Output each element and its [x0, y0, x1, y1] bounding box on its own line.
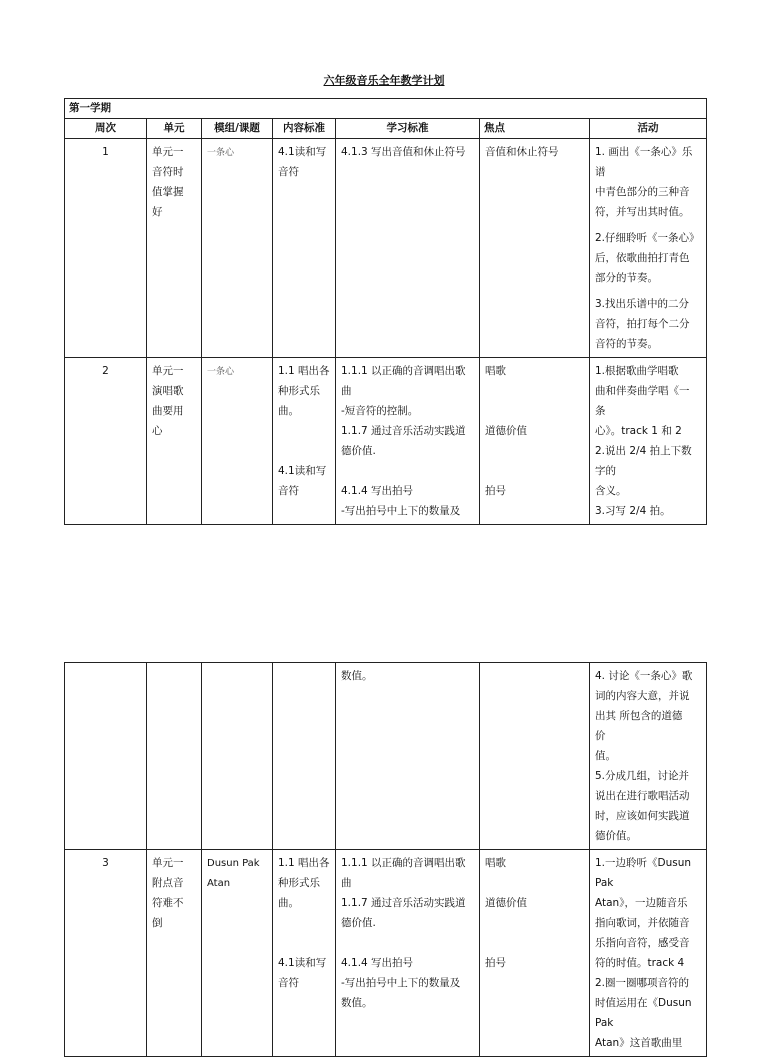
activity-line: Pak: [595, 877, 614, 889]
activity-line: 时，应该如何实践道: [595, 810, 690, 822]
header-activities: 活动: [590, 119, 707, 139]
focus-line: 拍号: [485, 957, 506, 969]
table-row: [65, 850, 707, 1057]
activity-line: 乐指向音符，感受音: [595, 937, 690, 949]
activity-line: 2.仔细聆听《一条心》: [595, 232, 700, 244]
content-line: 曲。: [278, 405, 299, 417]
header-unit: 单元: [147, 119, 202, 139]
header-learning-standard: 学习标准: [336, 119, 480, 139]
activity-line: Atan》，一边随音乐: [595, 897, 688, 909]
teaching-plan-table-1: [64, 98, 707, 525]
activity-line: 字的: [595, 465, 616, 477]
content-line: 音符: [278, 977, 299, 989]
unit-cell: [147, 139, 202, 358]
unit-line: 值掌握: [152, 186, 184, 198]
focus-cell: [480, 139, 590, 358]
content-line: 种形式乐: [278, 385, 320, 397]
activity-line: 4. 讨论《一条心》歌: [595, 670, 693, 682]
unit-line: 好: [152, 206, 163, 218]
learning-line: 1.1.7 通过音乐活动实践道: [341, 425, 466, 437]
content-line: 种形式乐: [278, 877, 320, 889]
activities-cell: [590, 139, 707, 358]
content-standard-cell: [273, 663, 336, 850]
activity-line: 中青色部分的三种音: [595, 186, 690, 198]
learning-line: 德价值.: [341, 445, 376, 457]
activity-line: 德价值。: [595, 830, 637, 842]
learning-line: 4.1.3 写出音值和休止符号: [341, 146, 466, 158]
activity-line: 2.圈一圈哪项音符的: [595, 977, 690, 989]
focus-cell: [480, 850, 590, 1057]
unit-line: 单元一: [152, 146, 184, 158]
focus-line: 唱歌: [485, 365, 506, 377]
unit-cell: [147, 358, 202, 525]
semester-row: [65, 99, 707, 119]
module-cell: [202, 663, 273, 850]
activity-line: 心》。track 1 和 2: [595, 425, 682, 437]
activity-line: 音符的节奏。: [595, 338, 658, 350]
learning-standard-cell: [336, 139, 480, 358]
activity-line: 2.说出 2/4 拍上下数: [595, 445, 692, 457]
activity-line: 部分的节奏。: [595, 272, 658, 284]
learning-line: -写出拍号中上下的数量及: [341, 977, 461, 989]
unit-line: 单元一: [152, 365, 184, 377]
header-content-standard: 内容标准: [273, 119, 336, 139]
focus-cell: [480, 663, 590, 850]
activity-line: Atan》这首歌曲里: [595, 1037, 683, 1049]
unit-line: 符难不: [152, 897, 184, 909]
activity-line: 词的内容大意，并说: [595, 690, 690, 702]
activity-line: 音符，拍打每个二分: [595, 318, 690, 330]
module-cell: [202, 139, 273, 358]
unit-line: 曲要用: [152, 405, 184, 417]
unit-line: 倒: [152, 917, 163, 929]
activity-line: 5.分成几组，讨论并: [595, 770, 690, 782]
learning-line: 数值。: [341, 670, 373, 682]
table-row: [65, 139, 707, 358]
activity-line: 条: [595, 405, 606, 417]
focus-line: 道德价值: [485, 897, 527, 909]
learning-line: -写出拍号中上下的数量及: [341, 505, 461, 517]
unit-line: 附点音: [152, 877, 184, 889]
header-row: [65, 119, 707, 139]
content-line: 音符: [278, 485, 299, 497]
content-line: 4.1读和写: [278, 465, 327, 477]
activity-line: 3.习写 2/4 拍。: [595, 505, 671, 517]
module-cell: [202, 358, 273, 525]
activity-line: 1.根据歌曲学唱歌: [595, 365, 679, 377]
content-standard-cell: [273, 358, 336, 525]
learning-line: 4.1.4 写出拍号: [341, 957, 414, 969]
content-line: 1.1 唱出各: [278, 365, 330, 377]
activities-cell: [590, 850, 707, 1057]
focus-line: 音值和休止符号: [485, 146, 559, 158]
activity-line: 曲和伴奏曲学唱《一: [595, 385, 690, 397]
content-line: 4.1读和写: [278, 146, 327, 158]
module-cell: [202, 850, 273, 1057]
table-row: [65, 358, 707, 525]
focus-line: 唱歌: [485, 857, 506, 869]
module-title: 一条心: [207, 367, 235, 377]
learning-line: 1.1.1 以正确的音调唱出歌: [341, 365, 466, 377]
activity-line: Pak: [595, 1017, 614, 1029]
learning-standard-cell: [336, 358, 480, 525]
activity-line: 说出在进行歌唱活动: [595, 790, 690, 802]
activity-line: 1.一边聆听《Dusun: [595, 857, 692, 869]
header-week: 周次: [65, 119, 147, 139]
activity-line: 价: [595, 730, 606, 742]
activities-cell: [590, 358, 707, 525]
focus-line: 道德价值: [485, 425, 527, 437]
focus-line: 拍号: [485, 485, 506, 497]
activity-line: 1. 画出《一条心》乐谱: [595, 146, 693, 178]
content-line: 音符: [278, 166, 299, 178]
content-line: 1.1 唱出各: [278, 857, 330, 869]
activity-line: 出其 所包含的道德: [595, 710, 683, 722]
learning-line: 1.1.7 通过音乐活动实践道: [341, 897, 466, 909]
activity-line: 时值运用在《Dusun: [595, 997, 692, 1009]
module-title: Dusun Pak Atan: [207, 858, 260, 889]
learning-line: 4.1.4 写出拍号: [341, 485, 414, 497]
activity-line: 含义。: [595, 485, 627, 497]
activity-line: 符，并写出其时值。: [595, 206, 690, 218]
activity-line: 3.找出乐谱中的二分: [595, 298, 690, 310]
content-line: 曲。: [278, 897, 299, 909]
document-title: 六年级音乐全年教学计划: [323, 74, 445, 87]
teaching-plan-table-2: [64, 662, 707, 1057]
unit-line: 演唱歌: [152, 385, 184, 397]
activity-line: 值。: [595, 750, 616, 762]
content-standard-cell: [273, 139, 336, 358]
header-focus: 焦点: [480, 119, 590, 139]
unit-cell: [147, 850, 202, 1057]
learning-standard-cell: [336, 850, 480, 1057]
learning-line: 曲: [341, 877, 352, 889]
focus-cell: [480, 358, 590, 525]
header-module: 模组/课题: [202, 119, 273, 139]
week-cell: [65, 663, 147, 850]
learning-line: -短音符的控制。: [341, 405, 419, 417]
learning-line: 曲: [341, 385, 352, 397]
activities-cell: [590, 663, 707, 850]
table-row: [65, 663, 707, 850]
learning-line: 德价值.: [341, 917, 376, 929]
unit-line: 心: [152, 425, 163, 437]
week-cell: 3: [65, 850, 147, 1057]
activity-line: 后，依歌曲拍打青色: [595, 252, 690, 264]
learning-line: 1.1.1 以正确的音调唱出歌: [341, 857, 466, 869]
content-line: 4.1读和写: [278, 957, 327, 969]
unit-line: 单元一: [152, 857, 184, 869]
learning-standard-cell: [336, 663, 480, 850]
unit-cell: [147, 663, 202, 850]
activity-line: 指向歌词，并依随音: [595, 917, 690, 929]
week-cell: 2: [65, 358, 147, 525]
activity-line: 符的时值。track 4: [595, 957, 685, 969]
unit-line: 音符时: [152, 166, 184, 178]
learning-line: 数值。: [341, 997, 373, 1009]
week-cell: 1: [65, 139, 147, 358]
content-standard-cell: [273, 850, 336, 1057]
semester-label: 第一学期: [65, 99, 707, 119]
module-title: 一条心: [207, 148, 235, 158]
